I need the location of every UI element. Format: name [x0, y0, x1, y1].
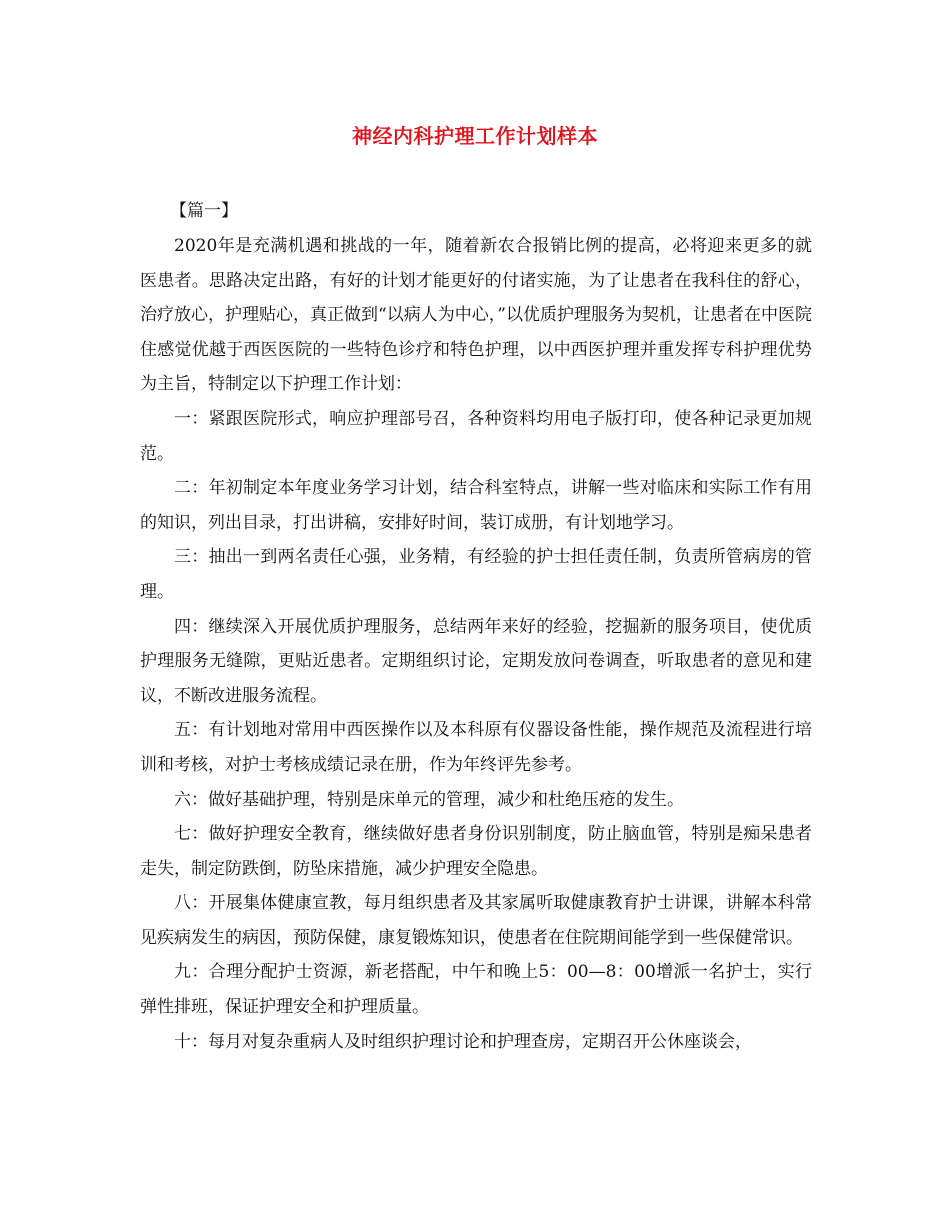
paragraph: 九：合理分配护士资源，新老搭配，中午和晚上5：00—8：00增派一名护士，实行弹性排班，保证护理安全和护理质量。 [140, 962, 812, 1018]
paragraph: 一：紧跟医院形式，响应护理部号召，各种资料均用电子版打印，使各种记录更加规范。 [140, 408, 812, 464]
paragraph: 四：继续深入开展优质护理服务，总结两年来好的经验，挖掘新的服务项目，使优质护理服务无缝隙，更贴近患者。定期组织讨论，定期发放问卷调查，听取患者的意见和建议，不断改进服务流程。 [140, 616, 812, 706]
paragraph: 八：开展集体健康宣教，每月组织患者及其家属听取健康教育护士讲课，讲解本科常见疾病发生的病因，预防保健，康复锻炼知识，使患者在住院期间能学到一些保健常识。 [140, 893, 812, 948]
section-heading: 【篇一】 [170, 201, 238, 221]
paragraph: 七：做好护理安全教育，继续做好患者身份识别制度，防止脑血管，特别是痴呆患者走失，制定防跌倒，防坠床措施，减少护理安全隐患。 [140, 824, 812, 879]
paragraph: 五：有计划地对常用中西医操作以及本科原有仪器设备性能，操作规范及流程进行培训和考核，对护士考核成绩记录在册，作为年终评先参考。 [140, 720, 812, 775]
paragraph: 三：抽出一到两名责任心强，业务精，有经验的护士担任责任制，负责所管病房的管理。 [140, 547, 812, 602]
paragraph: 六：做好基础护理，特别是床单元的管理，减少和杜绝压疮的发生。 [174, 789, 684, 810]
document-body [140, 229, 812, 1059]
paragraph: 二：年初制定本年度业务学习计划，结合科室特点，讲解一些对临床和实际工作有用的知识，列出目录，打出讲稿，安排好时间，装订成册，有计划地学习。 [140, 478, 812, 533]
paragraph: 2020年是充满机遇和挑战的一年，随着新农合报销比例的提高，必将迎来更多的就医患者。思路决定出路，有好的计划才能更好的付诸实施，为了让患者在我科住的舒心，治疗放心，护理贴心，真正做到“以病人为中心，”以优质护理服务为契机，让患者在中医院住感觉优越于西医医院的一些特色诊疗和特色护理，以中西医护理并重发挥专科护理优势为主旨，特制定以下护理工作计划： [140, 236, 812, 395]
paragraph: 十：每月对复杂重病人及时组织护理讨论和护理查房，定期召开公休座谈会， [174, 1031, 752, 1052]
document-title: 神经内科护理工作计划样本 [352, 124, 598, 148]
